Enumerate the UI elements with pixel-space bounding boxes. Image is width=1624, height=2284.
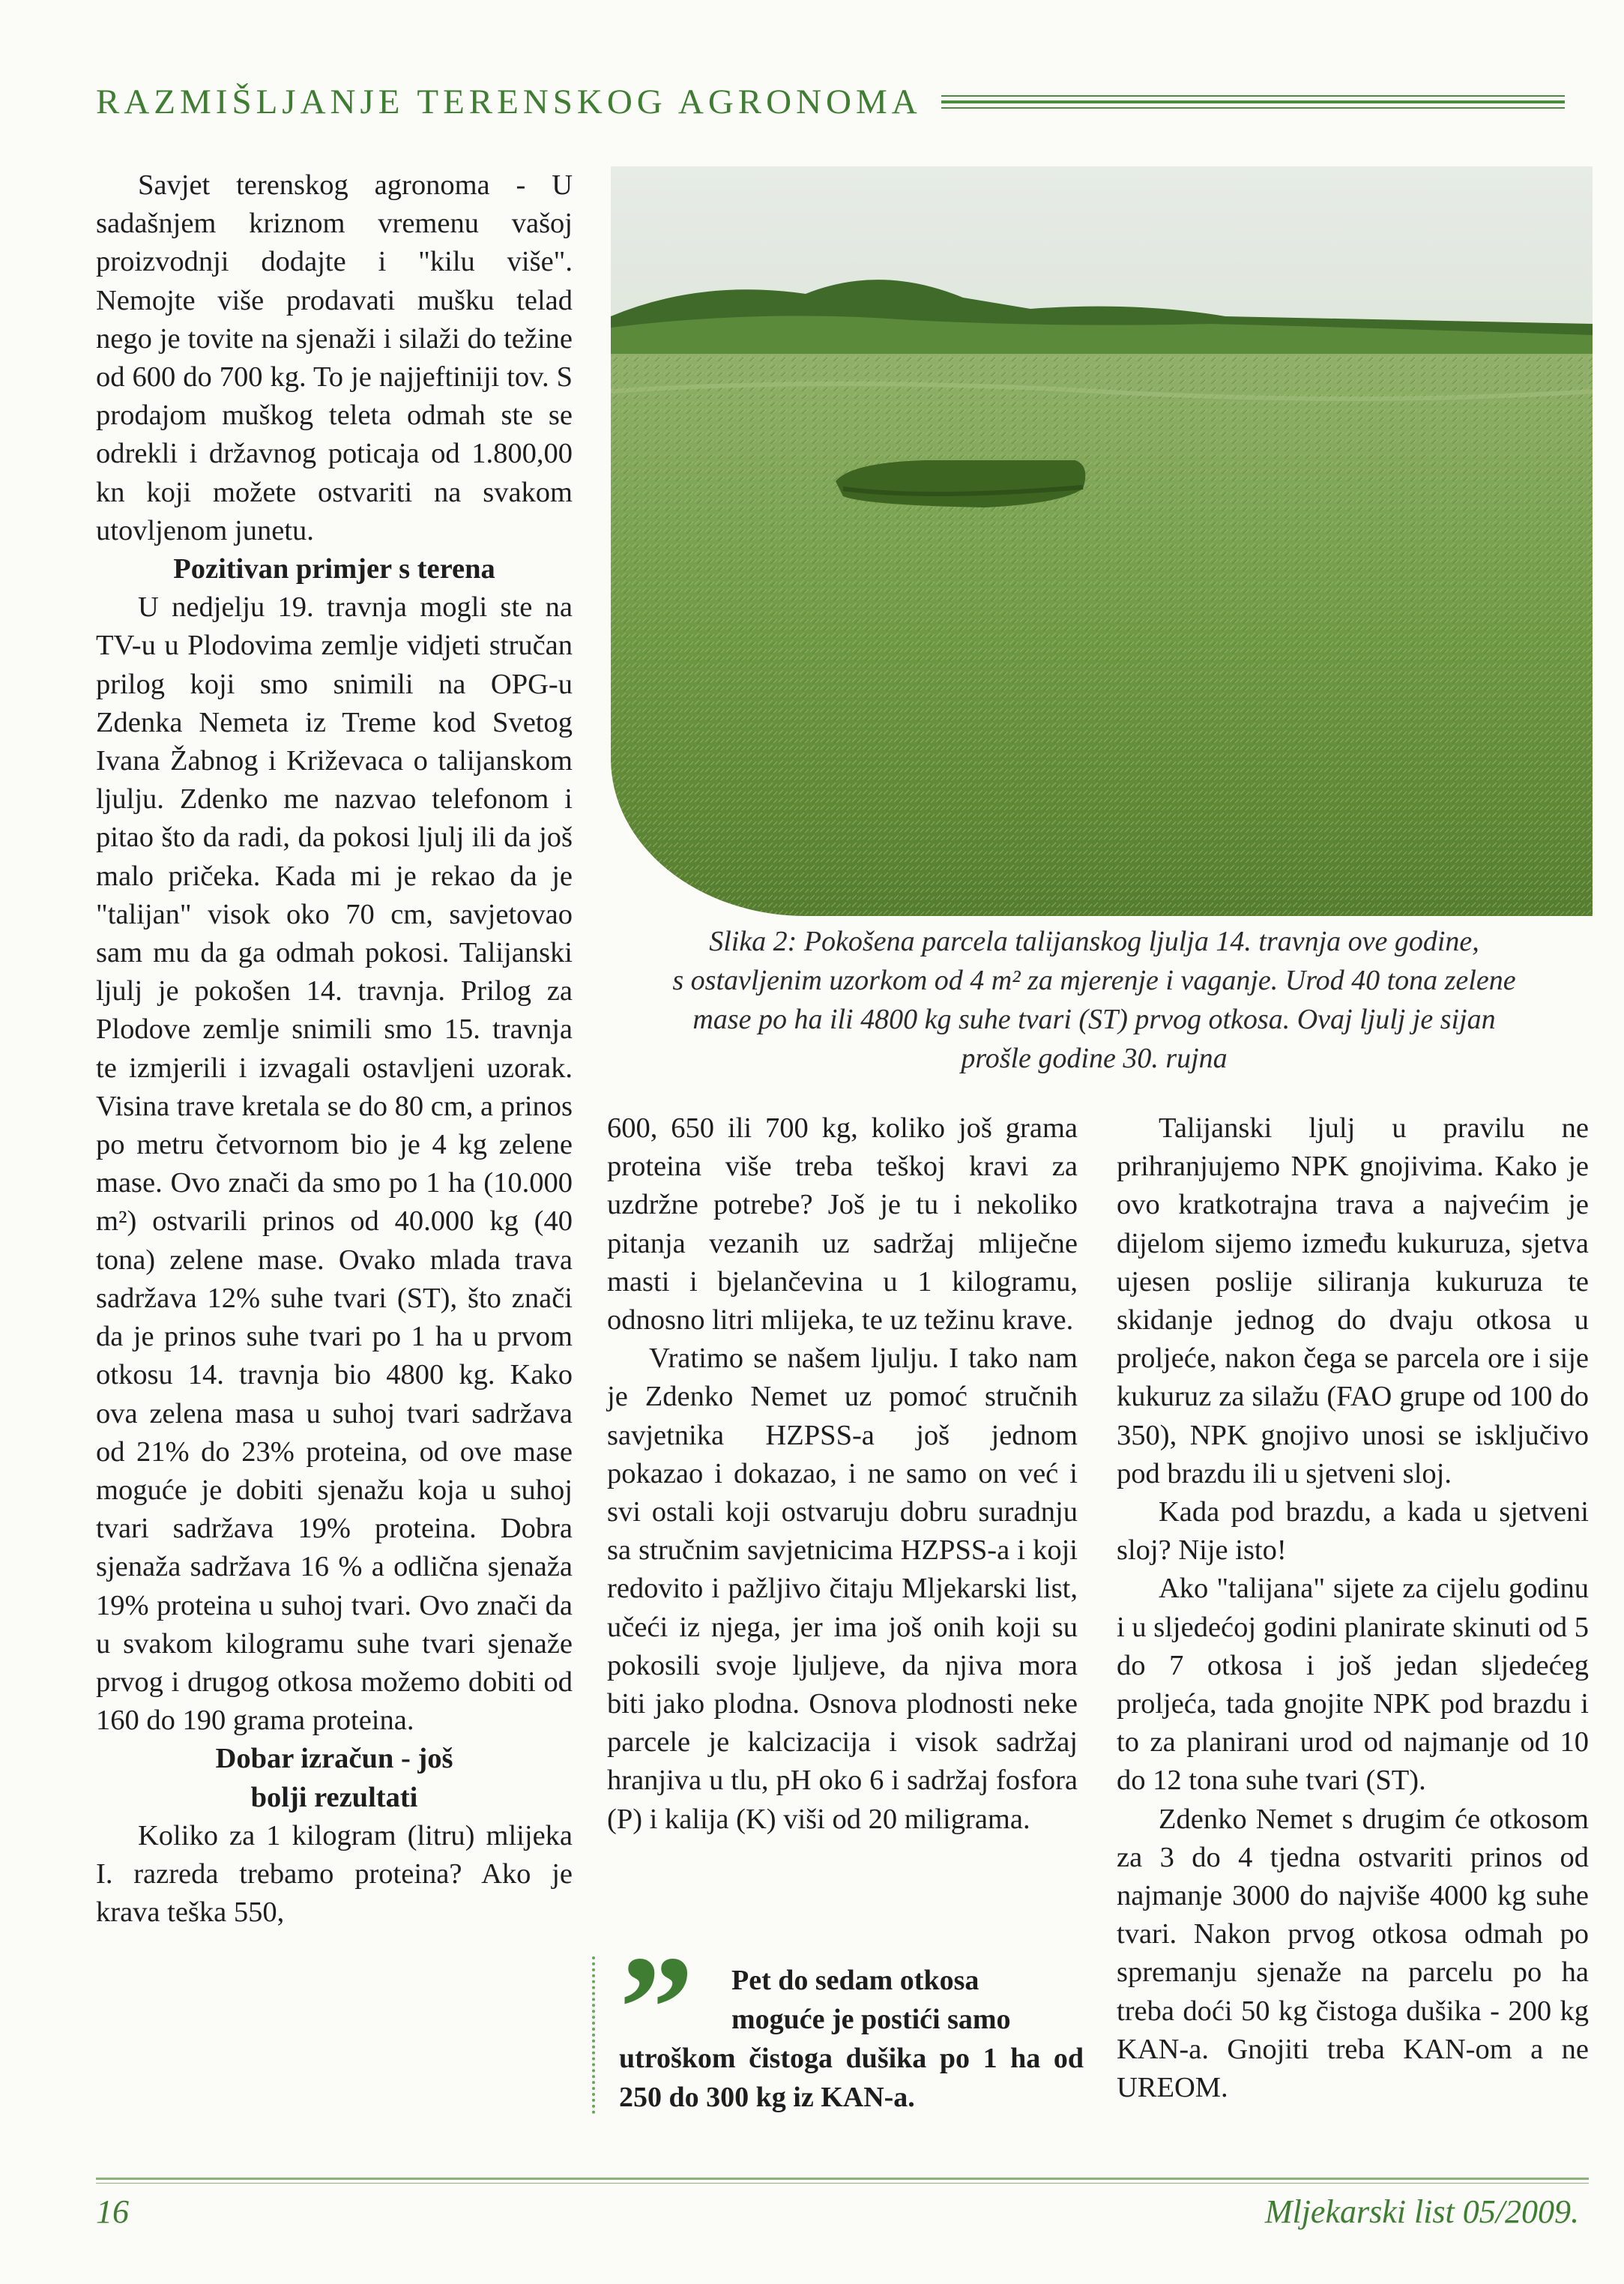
journal-issue: Mljekarski list 05/2009. bbox=[1264, 2193, 1579, 2230]
footer-rule-thin bbox=[96, 2183, 1589, 2184]
subheading-positive-example: Pozitivan primjer s terena bbox=[173, 553, 495, 585]
section-title: RAZMIŠLJANJE TERENSKOG AGRONOMA bbox=[96, 82, 922, 121]
body-paragraph: Talijanski ljulj u pravilu ne prihranjujemo NPK gnojivima. Kako je ovo kratkotrajna trava a najvećim je dijelom sijemo između kukuruza, sjetva ujesen poslije siliranja kukuruza te skidanje jednog do dvaju otkosa u proljeće, nakon čega se parcela ore i sije kukuruz za silažu (FAO grupe od 100 do 350), NPK gnojivo unosi se isključivo pod brazdu ili u sjetveni sloj. bbox=[1117, 1112, 1589, 1489]
column-middle bbox=[607, 1109, 1078, 1839]
photo-caption: Slika 2: Pokošena parcela talijanskog ljulja 14. travnja ove godine, s ostavljenim uzorkom od 4 m² za mjerenje i vaganje. Urod 40 tona zelene mase po ha ili 4800 kg suhe tvari (ST) prvog otkosa. Ovaj ljulj je sijan prošle godine 30. rujna bbox=[672, 926, 1516, 1074]
quote-mark-icon: ” bbox=[619, 1926, 694, 2091]
header-rule bbox=[941, 95, 1565, 109]
body-paragraph: U nedjelju 19. travnja mogli ste na TV-u u Plodovima zemlje vidjeti stručan prilog koji smo snimili na OPG-u Zdenka Nemeta iz Treme kod Svetog Ivana Žabnog i Križevaca o talijanskom ljulju. Zdenko me nazvao telefonom i pitao što da radi, da pokosi ljulj ili da još malo pričeka. Kada mi je rekao da je "talijan" visok oko 70 cm, savjetovao sam mu da ga odmah pokosi. Talijanski ljulj je pokošen 14. travnja. Prilog za Plodove zemlje snimili smo 15. travnja te izmjerili i izvagali ostavljeni uzorak. Visina trave kretala se do 80 cm, a prinos po metru četvornom bio je 4 kg zelene mase. Ovo znači da smo po 1 ha (10.000 m²) ostvarili prinos od 40.000 kg (40 tona) zelene mase. Ovako mlada trava sadržava 12% suhe tvari (ST), što znači da je prinos suhe tvari po 1 ha u prvom otkosu 14. travnja bio 4800 kg. Kako ova zelena masa u suhoj tvari sadržava od 21% do 23% proteina, od ove mase moguće je dobiti sjenažu koja u suhoj tvari sadržava 19% proteina. Dobra sjenaža sadržava 16 % a odlična sjenaža 19% proteina u suhoj tvari. Ovo znači da u svakom kilogramu suhe tvari sjenaže prvog i drugog otkosa možemo dobiti od 160 do 190 grama proteina. bbox=[96, 591, 573, 1737]
footer-rule bbox=[96, 2178, 1589, 2180]
field-photo bbox=[611, 166, 1593, 916]
running-header bbox=[96, 79, 1565, 124]
body-paragraph: Kada pod brazdu, a kada u sjetveni sloj? Nije isto! bbox=[1117, 1496, 1589, 1567]
body-paragraph: 600, 650 ili 700 kg, koliko još grama proteina više treba teškoj kravi za uzdržne potrebe? Još je tu i nekoliko pitanja vezanih uz sadržaj mliječne masti i bjelančevina u 1 kilogramu, odnosno litri mlijeka, te uz težinu krave. bbox=[607, 1112, 1078, 1337]
quote-text: Pet do sedam otkosa moguće je postići samo utroškom čistoga dušika po 1 ha od 250 do 300 kg iz KAN-a. bbox=[619, 1965, 1084, 2113]
subheading-calculation-line1: Dobar izračun - još bbox=[215, 1743, 453, 1775]
body-paragraph: Vratimo se našem ljulju. I tako nam je Zdenko Nemet uz pomoć stručnih savjetnika HZPSS-a još jednom pokazao i dokazao, i ne samo on već i svi ostali koji ostvaruju dobru suradnju sa stručnim savjetnicima HZPSS-a i koji redovito i pažljivo čitaju Mljekarski list, učeći iz njega, jer ima još onih koji su pokosili svoje ljuljeve, da njiva mora biti jako plodna. Osnova plodnosti neke parcele je kalcizacija i visok sadržaj hranjiva u tlu, pH oko 6 i sadržaj fosfora (P) i kalija (K) viši od 20 miligrama. bbox=[607, 1343, 1078, 1835]
ryegrass-field-image bbox=[611, 166, 1593, 916]
pull-quote bbox=[592, 1926, 1087, 2114]
page-number: 16 bbox=[96, 2193, 129, 2230]
body-paragraph: Koliko za 1 kilogram (litru) mlijeka I. razreda trebamo proteina? Ako je krava teška 550, bbox=[96, 1819, 573, 1929]
column-right bbox=[1117, 1109, 1589, 2107]
quote-dotted-line bbox=[592, 1956, 601, 2114]
body-paragraph: Ako "talijana" sijete za cijelu godinu i u sljedećoj godini planirate skinuti od 5 do 7 otkosa i još jedan sljedećeg proljeća, tada gnojite NPK pod brazdu i to za planirani urod od najmanje od 10 do 12 tona suhe tvari (ST). bbox=[1117, 1573, 1589, 1797]
body-paragraph: Zdenko Nemet s drugim će otkosom za 3 do 4 tjedna ostvariti prinos od najmanje 3000 do najviše 4000 kg suhe tvari. Nakon prvog otkosa odmah po spremanju sjenaže na parcelu po ha treba doći 50 kg čistoga dušika - 200 kg KAN-a. Gnojiti treba KAN-om a ne UREOM. bbox=[1117, 1803, 1589, 2104]
intro-paragraph: Savjet terenskog agronoma - U sadašnjem kriznom vremenu vašoj proizvodnji dodajte i "kilu više". Nemojte više prodavati mušku telad nego je tovite na sjenaži i silaži do težine od 600 do 700 kg. To je najjeftiniji tov. S prodajom muškog teleta odmah ste se odrekli i državnog poticaja od 1.800,00 kn koji možete ostvariti na svakom utovljenom junetu. bbox=[96, 169, 573, 546]
column-left bbox=[96, 166, 573, 1932]
subheading-calculation-line2: bolji rezultati bbox=[250, 1781, 418, 1813]
